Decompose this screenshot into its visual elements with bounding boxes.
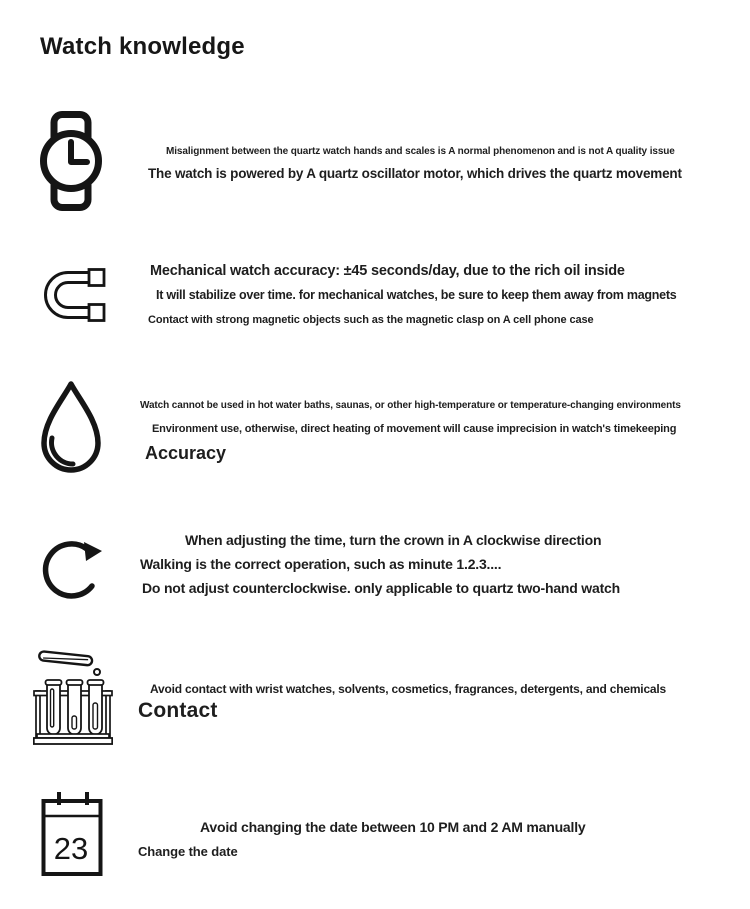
date-heading: Change the date (138, 844, 238, 859)
calendar-icon (40, 790, 104, 878)
magnet-icon (38, 263, 108, 331)
temperature-heading: Accuracy (145, 443, 227, 463)
calendar-day-number: 23 (53, 831, 89, 866)
chemical-note: Avoid contact with wrist watches, solvents, cosmetics, fragrances, detergents, and chemicals (150, 682, 666, 696)
date-note: Avoid changing the date between 10 PM and 2 AM manually (200, 819, 586, 835)
page-title: Watch knowledge (40, 33, 245, 60)
chemical-heading: Contact (138, 699, 218, 722)
water-drop-icon (38, 380, 104, 478)
clockwise-arrow-icon (40, 524, 106, 608)
wrist-watch-icon (40, 110, 102, 212)
test-tubes-icon (33, 646, 113, 746)
magnet-line-stabilize: It will stabilize over time. for mechanical watches, be sure to keep them away from magnets (156, 288, 677, 302)
temperature-note-small: Watch cannot be used in hot water baths, saunas, or other high-temperature or temperature-changing environments (140, 400, 681, 411)
crown-line-counterclockwise: Do not adjust counterclockwise. only applicable to quartz two-hand watch (142, 580, 620, 596)
magnet-line-accuracy: Mechanical watch accuracy: ±45 seconds/day, due to the rich oil inside (150, 263, 625, 279)
quartz-note-small: Misalignment between the quartz watch hands and scales is A normal phenomenon and is not A quality issue (166, 146, 675, 157)
crown-line-clockwise: When adjusting the time, turn the crown in A clockwise direction (185, 532, 602, 548)
quartz-note-main: The watch is powered by A quartz oscillator motor, which drives the quartz movement (148, 166, 682, 181)
temperature-note-main: Environment use, otherwise, direct heating of movement will cause imprecision in watch's timekeeping (152, 423, 677, 435)
magnet-line-contact: Contact with strong magnetic objects such as the magnetic clasp on A cell phone case (148, 314, 594, 326)
crown-line-walking: Walking is the correct operation, such as minute 1.2.3.... (140, 556, 502, 572)
